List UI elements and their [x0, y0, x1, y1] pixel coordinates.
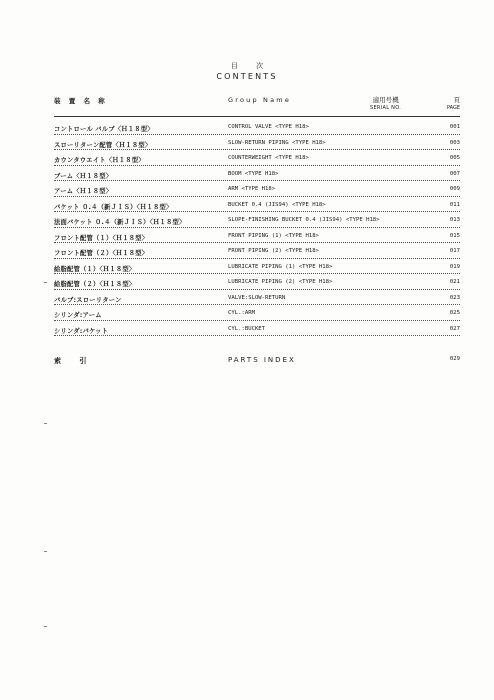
row-page-number: 019	[449, 263, 460, 270]
row-group-name: CYL.:BUCKET	[228, 325, 266, 332]
margin-mark	[44, 551, 47, 552]
row-japanese-name: アーム〈Ｈ１８型〉	[54, 188, 113, 195]
row-page-number: 013	[449, 217, 460, 223]
row-page-number: 017	[449, 248, 460, 254]
row-page-number: 007	[449, 170, 460, 177]
header-device-name: 装 置 名 称	[54, 97, 108, 105]
index-label-en: PARTS INDEX	[228, 356, 296, 364]
row-page-number: 003	[449, 139, 460, 146]
row-group-name: FRONT PIPING (2) <TYPE H18>	[228, 248, 319, 254]
row-japanese-name: スローリターン配管〈Ｈ１８型〉	[54, 141, 152, 149]
row-group-name: LUBRICATE PIPING (2) <TYPE H18>	[228, 279, 333, 285]
row-group-name: VALVE:SLOW-RETURN	[228, 294, 286, 301]
contents-list	[54, 122, 460, 339]
row-group-name: SLOPE-FINISHING BUCKET 0.4 (JIS94) <TYPE H18>	[228, 217, 380, 223]
header-page-jp: 頁	[453, 96, 460, 104]
row-page-number: 023	[449, 294, 460, 301]
row-dotted-rule	[54, 227, 460, 228]
row-dotted-rule	[54, 165, 460, 166]
row-group-name: ARM <TYPE H18>	[228, 186, 276, 192]
row-dotted-rule	[54, 273, 460, 274]
title-japanese: 目 次	[230, 62, 272, 70]
contents-row[interactable]	[54, 138, 460, 154]
contents-row[interactable]	[54, 277, 460, 293]
contents-row[interactable]	[54, 200, 460, 216]
row-group-name: BOOM <TYPE H18>	[228, 170, 279, 177]
row-dotted-rule	[54, 180, 460, 181]
row-group-name: CYL.:ARM	[228, 310, 255, 316]
row-dotted-rule	[54, 304, 460, 305]
contents-row[interactable]	[54, 215, 460, 231]
row-japanese-name: ブーム〈Ｈ１８型〉	[54, 172, 113, 180]
header-group-name: Group Name	[228, 96, 292, 104]
row-dotted-rule	[54, 320, 460, 321]
row-japanese-name: コントロール バルブ〈Ｈ１８型〉	[54, 126, 154, 133]
row-group-name: COUNTERWEIGHT <TYPE H18>	[228, 155, 309, 161]
row-japanese-name: フロント配管（１）〈Ｈ１８型〉	[54, 234, 149, 242]
row-page-number: 021	[449, 279, 460, 285]
row-japanese-name: カウンタウエイト〈Ｈ１８型〉	[54, 157, 145, 164]
row-group-name: CONTROL VALVE <TYPE H18>	[228, 124, 309, 130]
contents-row[interactable]	[54, 122, 460, 138]
row-japanese-name: フロント配管（２）〈Ｈ１８型〉	[54, 250, 149, 257]
header-page-en: PAGE	[446, 105, 460, 111]
row-page-number: 025	[449, 310, 460, 316]
row-page-number: 005	[449, 155, 460, 161]
contents-row[interactable]	[54, 153, 460, 169]
title-english: CONTENTS	[216, 72, 278, 81]
margin-mark	[44, 423, 47, 424]
index-label-jp: 索 引	[54, 357, 95, 365]
header-divider	[54, 116, 460, 117]
index-page-number: 029	[449, 356, 460, 362]
row-japanese-name: シリンダ:バケット	[54, 327, 109, 335]
row-page-number: 027	[449, 325, 460, 332]
column-header	[54, 96, 460, 116]
row-group-name: SLOW-RETURN PIPING <TYPE H18>	[228, 139, 326, 146]
contents-row[interactable]	[54, 293, 460, 309]
row-japanese-name: バケット ０.４（新ＪＩＳ）〈Ｈ１８型〉	[54, 203, 173, 211]
title-block	[0, 62, 494, 82]
contents-row[interactable]	[54, 184, 460, 200]
contents-row[interactable]	[54, 231, 460, 247]
header-page	[447, 96, 460, 112]
header-serial-jp: 適用号機	[372, 96, 399, 104]
header-serial	[370, 96, 401, 112]
row-dotted-rule	[54, 289, 460, 290]
row-group-name: BUCKET 0.4 (JIS94) <TYPE H18>	[228, 201, 326, 208]
row-group-name: FRONT PIPING (1) <TYPE H18>	[228, 232, 319, 239]
row-dotted-rule	[54, 211, 460, 212]
index-row[interactable]	[54, 356, 460, 368]
row-page-number: 001	[449, 124, 460, 130]
row-dotted-rule	[54, 258, 460, 259]
row-page-number: 015	[449, 232, 460, 239]
margin-mark	[44, 626, 47, 627]
row-japanese-name: バルブ:スローリターン	[54, 296, 122, 304]
row-dotted-rule	[54, 335, 460, 336]
row-page-number: 011	[449, 201, 460, 208]
row-group-name: LUBRICATE PIPING (1) <TYPE H18>	[228, 263, 333, 270]
header-serial-en: SERIAL NO.	[370, 105, 402, 111]
contents-row[interactable]	[54, 169, 460, 185]
row-japanese-name: シリンダ:アーム	[54, 312, 102, 319]
row-japanese-name: 給脂配管（２）〈Ｈ１８型〉	[54, 281, 136, 288]
row-japanese-name: 給脂配管（１）〈Ｈ１８型〉	[54, 265, 136, 273]
row-dotted-rule	[54, 196, 460, 197]
row-dotted-rule	[54, 242, 460, 243]
row-dotted-rule	[54, 134, 460, 135]
contents-row[interactable]	[54, 324, 460, 340]
contents-row[interactable]	[54, 308, 460, 324]
row-page-number: 009	[449, 186, 460, 192]
row-dotted-rule	[54, 149, 460, 150]
contents-row[interactable]	[54, 262, 460, 278]
row-japanese-name: 法面バケット ０.４（新ＪＩＳ）〈Ｈ１８型〉	[54, 219, 186, 226]
margin-mark	[44, 282, 47, 283]
contents-row[interactable]	[54, 246, 460, 262]
